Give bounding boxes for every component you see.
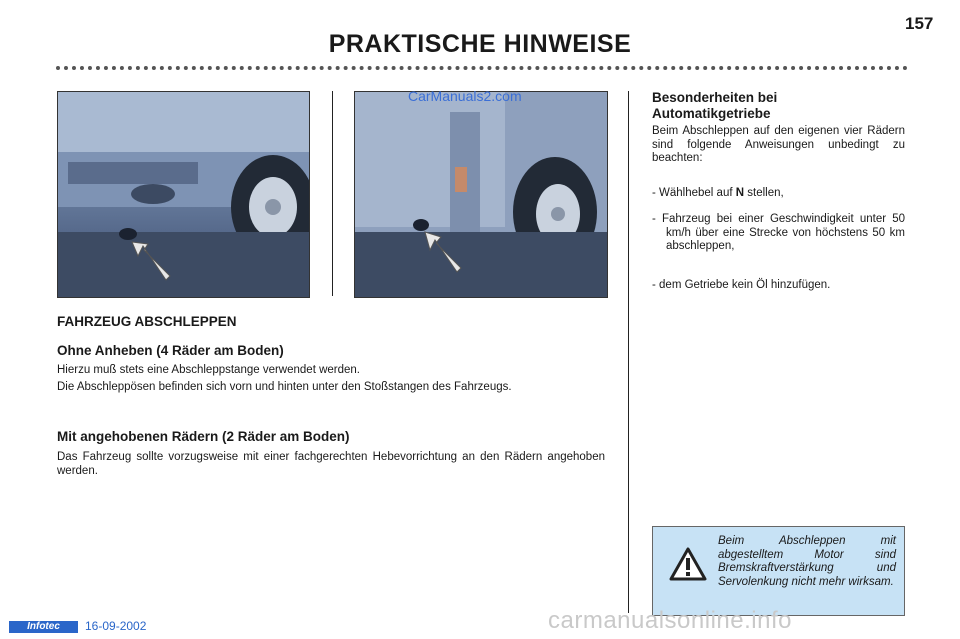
warning-text: Beim Abschleppen mit abgestelltem Motor sind Bremskraftverstärkung und Servolenkung nicht mehr wirksam.: [718, 535, 896, 588]
subsection-heading: Ohne Anheben (4 Räder am Boden): [57, 343, 284, 358]
warning-box: [652, 526, 905, 616]
section-heading: FAHRZEUG ABSCHLEPPEN: [57, 314, 237, 329]
paragraph: Das Fahrzeug sollte vorzugsweise mit einer fachgerechten Hebevorrichtung an den Rädern angehoben werden.: [57, 451, 605, 477]
page-number: 157: [905, 14, 934, 33]
list-item: - dem Getriebe kein Öl hinzufügen.: [652, 279, 831, 291]
rear-towing-eye-photo: [354, 91, 608, 298]
watermark-text: CarManuals2.com: [408, 88, 522, 104]
dotted-divider: [56, 66, 908, 70]
paragraph: Beim Abschleppen auf den eigenen vier Rädern sind folgende Anweisungen unbedingt zu beachten:: [652, 125, 905, 164]
list-item: - Fahrzeug bei einer Geschwindigkeit unter 50 km/h über eine Strecke von höchstens 50 km abschleppen,: [652, 213, 905, 252]
warning-triangle-icon: [669, 547, 707, 581]
subsection-heading: Mit angehobenen Rädern (2 Räder am Boden): [57, 429, 350, 444]
paragraph: Die Abschleppösen befinden sich vorn und hinten unter den Stoßstangen des Fahrzeugs.: [57, 381, 512, 393]
infotec-logo: Infotec: [9, 621, 78, 633]
column-divider: [628, 91, 629, 613]
column-divider: [332, 91, 333, 296]
footer-date: 16-09-2002: [85, 619, 147, 633]
site-watermark: carmanualsonline.info: [548, 607, 792, 634]
paragraph: Hierzu muß stets eine Abschleppstange verwendet werden.: [57, 364, 360, 376]
front-towing-eye-photo: [57, 91, 310, 298]
list-item: - Wählhebel auf N stellen,: [652, 187, 784, 199]
page-title: PRAKTISCHE HINWEISE: [328, 30, 632, 58]
right-heading: Besonderheiten bei Automatikgetriebe: [652, 90, 778, 121]
